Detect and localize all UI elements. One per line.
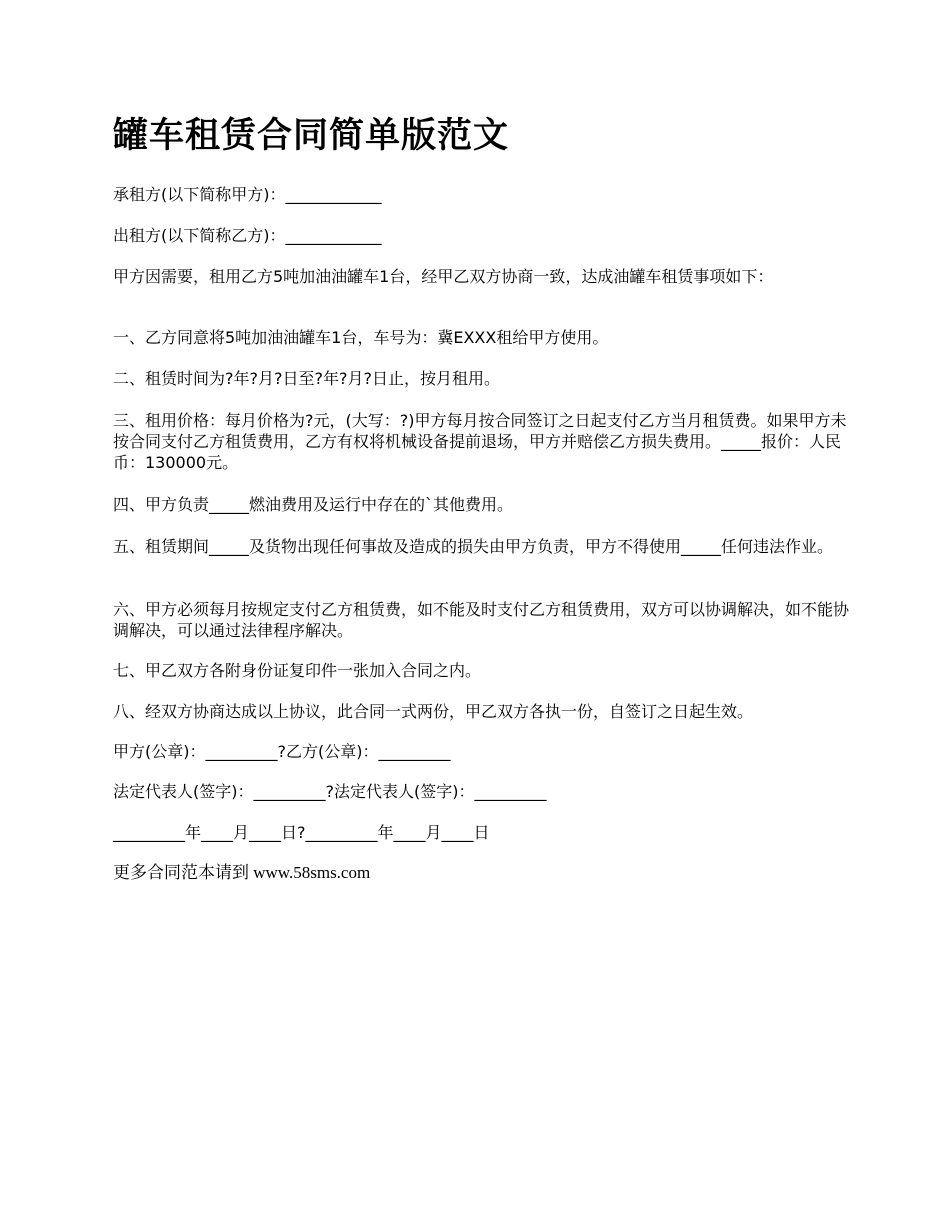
clause-6: 六、甲方必须每月按规定支付乙方租赁费，如不能及时支付乙方租赁费用，双方可以协调解决，如不能协调解决，可以通过法律程序解决。 <box>113 600 850 640</box>
clause-2: 二、租赁时间为?年?月?日至?年?月?日止，按月租用。 <box>113 369 500 388</box>
intro-paragraph: 甲方因需要，租用乙方5吨加油油罐车1台，经甲乙双方协商一致，达成油罐车租赁事项如下： <box>113 267 774 286</box>
signature-line: 法定代表人(签字)：_________?法定代表人(签字)：_________ <box>113 782 547 801</box>
lessee-line: 承租方(以下简称甲方)：____________ <box>113 185 382 204</box>
clause-8: 八、经双方协商达成以上协议，此合同一式两份，甲乙双方各执一份，自签订之日起生效。 <box>113 702 754 721</box>
lessor-line: 出租方(以下简称乙方)：____________ <box>113 226 382 245</box>
footer-note: 更多合同范本请到 www.58sms.com <box>113 863 371 882</box>
seal-line: 甲方(公章)：_________?乙方(公章)：_________ <box>113 742 451 761</box>
date-line: _________年____月____日?_________年____月____日 <box>113 823 490 842</box>
clause-3: 三、租用价格：每月价格为?元，(大写：?)甲方每月按合同签订之日起支付乙方当月租赁费。如果甲方未按合同支付乙方租赁费用，乙方有权将机械设备提前退场，甲方并赔偿乙方损失费用。_____报价：人民币：130000元。 <box>113 411 847 472</box>
document-title: 罐车租赁合同简单版范文 <box>113 116 510 156</box>
clause-4: 四、甲方负责_____燃油费用及运行中存在的`其他费用。 <box>113 495 514 514</box>
clause-5: 五、租赁期间_____及货物出现任何事故及造成的损失由甲方负责，甲方不得使用_____任何违法作业。 <box>113 537 834 556</box>
clause-1: 一、乙方同意将5吨加油油罐车1台，车号为：冀EXXX租给甲方使用。 <box>113 328 609 347</box>
clause-7: 七、甲乙双方各附身份证复印件一张加入合同之内。 <box>113 661 482 680</box>
